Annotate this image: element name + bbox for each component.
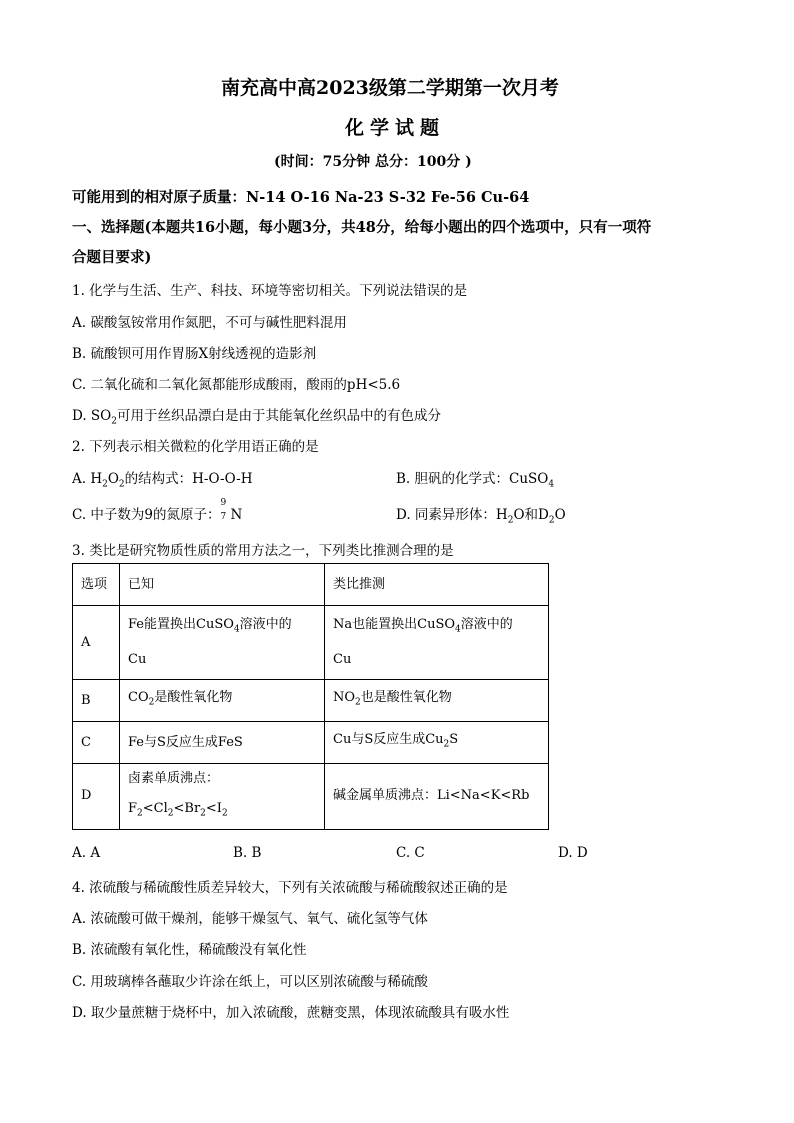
q3-stem: 3. 类比是研究物质性质的常用方法之一，下列类比推测合理的是: [72, 543, 454, 559]
table-row: [73, 722, 549, 764]
q1-option-a: A. 碳酸氢铵常用作氮肥，不可与碱性肥料混用: [72, 315, 347, 331]
row-known: $CO_2$是酸性氧化物: [120, 680, 325, 722]
header-analogy: 类比推测: [325, 564, 549, 606]
table-header-row: [73, 564, 549, 606]
q1-stem: 1. 化学与生活、生产、科技、环境等密切相关。下列说法错误的是: [72, 283, 468, 299]
q3-option-d: D. D: [558, 845, 588, 861]
q3-option-c: C. C: [396, 845, 425, 861]
q4-option-c: C. 用玻璃棒各蘸取少许涂在纸上，可以区别浓硫酸与稀硫酸: [72, 974, 428, 990]
q2-stem: 2. 下列表示相关微粒的化学用语正确的是: [72, 439, 319, 455]
q2-option-a: A. $H_2O_2$的结构式：H-O-O-H: [72, 471, 253, 490]
table-row: [73, 680, 549, 722]
nuclide-notation: 9 7: [220, 498, 227, 522]
q4-option-d: D. 取少量蔗糖于烧杯中，加入浓硫酸，蔗糖变黑，体现浓硫酸具有吸水性: [72, 1005, 510, 1021]
q4-stem: 4. 浓硫酸与稀硫酸性质差异较大，下列有关浓硫酸与稀硫酸叙述正确的是: [72, 880, 508, 896]
row-label: C: [73, 722, 120, 764]
q2-option-d: D. 同素异形体：$H_2O$和$D_2O$: [396, 507, 566, 526]
q1-option-b: B. 硫酸钡可用作胃肠X射线透视的造影剂: [72, 346, 317, 362]
q2-option-b: B. 胆矾的化学式：CuSO$_4$: [396, 471, 555, 490]
row-known: Fe能置换出CuSO$_4$溶液中的 Cu: [120, 606, 325, 680]
table-row: [73, 764, 549, 830]
time-info: (时间：75分钟 总分：100分 ): [274, 154, 472, 170]
q3-option-b: B. B: [233, 845, 262, 861]
header-known: 已知: [120, 564, 325, 606]
row-label: B: [73, 680, 120, 722]
row-known: 卤素单质沸点：$F_2<Cl_2<Br_2<I_2$: [120, 764, 325, 830]
analogy-table: [72, 563, 549, 830]
row-analogy: $NO_2$也是酸性氧化物: [325, 680, 549, 722]
row-analogy: Na也能置换出CuSO$_4$溶液中的 Cu: [325, 606, 549, 680]
row-label: A: [73, 606, 120, 680]
q2-option-c: C. 中子数为9的氮原子： 9 7 N: [72, 498, 243, 523]
section-heading: 一、选择题(本题共16小题，每小题3分，共48分，给每小题出的四个选项中，只有一项符: [72, 219, 652, 236]
table-row: [73, 606, 549, 680]
q4-option-a: A. 浓硫酸可做干燥剂，能够干燥氢气、氧气、硫化氢等气体: [72, 911, 428, 927]
row-analogy: Cu与S反应生成$Cu_2S$: [325, 722, 549, 764]
row-label: D: [73, 764, 120, 830]
q1-option-c: C. 二氧化硫和二氧化氮都能形成酸雨，酸雨的pH<5.6: [72, 377, 401, 393]
exam-title: 南充高中高2023级第二学期第一次月考: [221, 77, 559, 99]
header-option: 选项: [73, 564, 120, 606]
subject-title: 化学试题: [345, 117, 446, 139]
section-heading-cont: 合题目要求): [72, 249, 152, 266]
q1-option-d: D. $SO_2$可用于丝织品漂白是由于其能氧化丝织品中的有色成分: [72, 408, 441, 427]
q4-option-b: B. 浓硫酸有氧化性，稀硫酸没有氧化性: [72, 942, 307, 958]
row-known: Fe与S反应生成FeS: [120, 722, 325, 764]
q3-option-a: A. A: [72, 845, 101, 861]
row-analogy: 碱金属单质沸点：Li<Na<K<Rb: [325, 764, 549, 830]
atomic-masses: 可能用到的相对原子质量：N-14 O-16 Na-23 S-32 Fe-56 Cu-64: [72, 189, 530, 206]
